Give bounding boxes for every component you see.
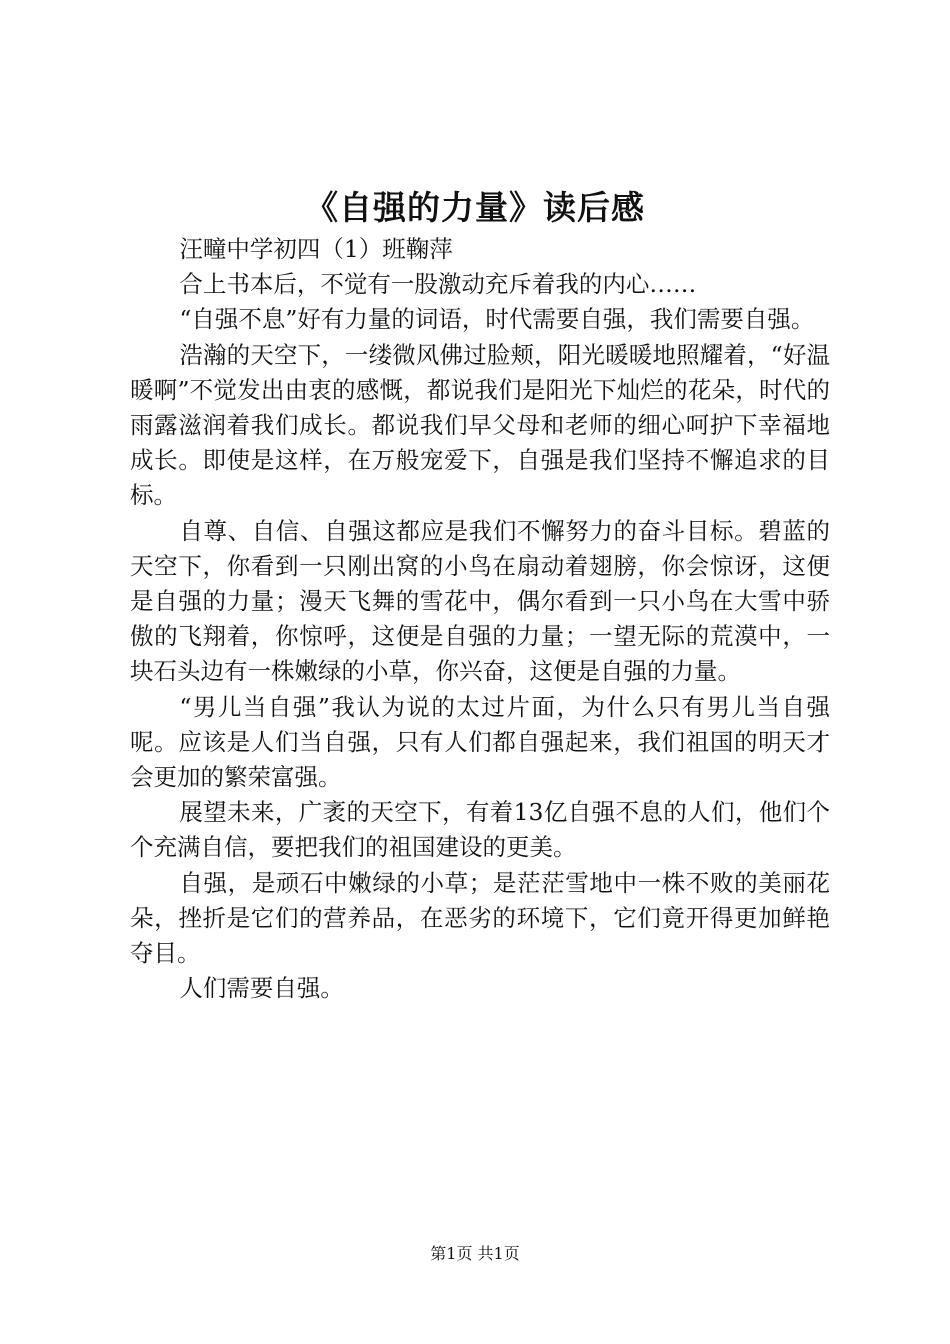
body-paragraph: 自强，是顽石中嫩绿的小草；是茫茫雪地中一株不败的美丽花朵，挫折是它们的营养品，在恶劣的环境下，它们竟开得更加鲜艳夺目。: [130, 868, 830, 968]
document-body: [130, 232, 830, 1006]
body-paragraph: 合上书本后，不觉有一股激动充斥着我的内心……: [179, 270, 697, 299]
page-footer: 第1页 共1页: [430, 1244, 520, 1263]
body-paragraph: 人们需要自强。: [179, 974, 344, 1003]
body-paragraph: 展望未来，广袤的天空下，有着13亿自强不息的人们，他们个个充满自信，要把我们的祖国建设的更美。: [130, 798, 830, 862]
author-line: 汪疃中学初四（1）班鞠萍: [179, 235, 453, 263]
body-paragraph: 浩瀚的天空下，一缕微风佛过脸颊，阳光暖暖地照耀着，“好温暖啊”不觉发出由衷的感慨，都说我们是阳光下灿烂的花朵，时代的雨露滋润着我们成长。都说我们早父母和老师的细心呵护下幸福地成长。即使是这样，在万般宠爱下，自强是我们坚持不懈追求的目标。: [130, 340, 830, 510]
body-paragraph: “男儿当自强”我认为说的太过片面，为什么只有男儿当自强呢。应该是人们当自强，只有人们都自强起来，我们祖国的明天才会更加的繁荣富强。: [130, 692, 830, 792]
body-paragraph: “自强不息”好有力量的词语，时代需要自强，我们需要自强。: [179, 305, 815, 334]
body-paragraph: 自尊、自信、自强这都应是我们不懈努力的奋斗目标。碧蓝的天空下，你看到一只刚出窝的小鸟在扇动着翅膀，你会惊讶，这便是自强的力量；漫天飞舞的雪花中，偶尔看到一只小鸟在大雪中骄傲的飞翔着，你惊呼，这便是自强的力量；一望无际的荒漠中，一块石头边有一株嫩绿的小草，你兴奋，这便是自强的力量。: [130, 516, 830, 686]
document-title: 《自强的力量》读后感: [305, 188, 645, 227]
